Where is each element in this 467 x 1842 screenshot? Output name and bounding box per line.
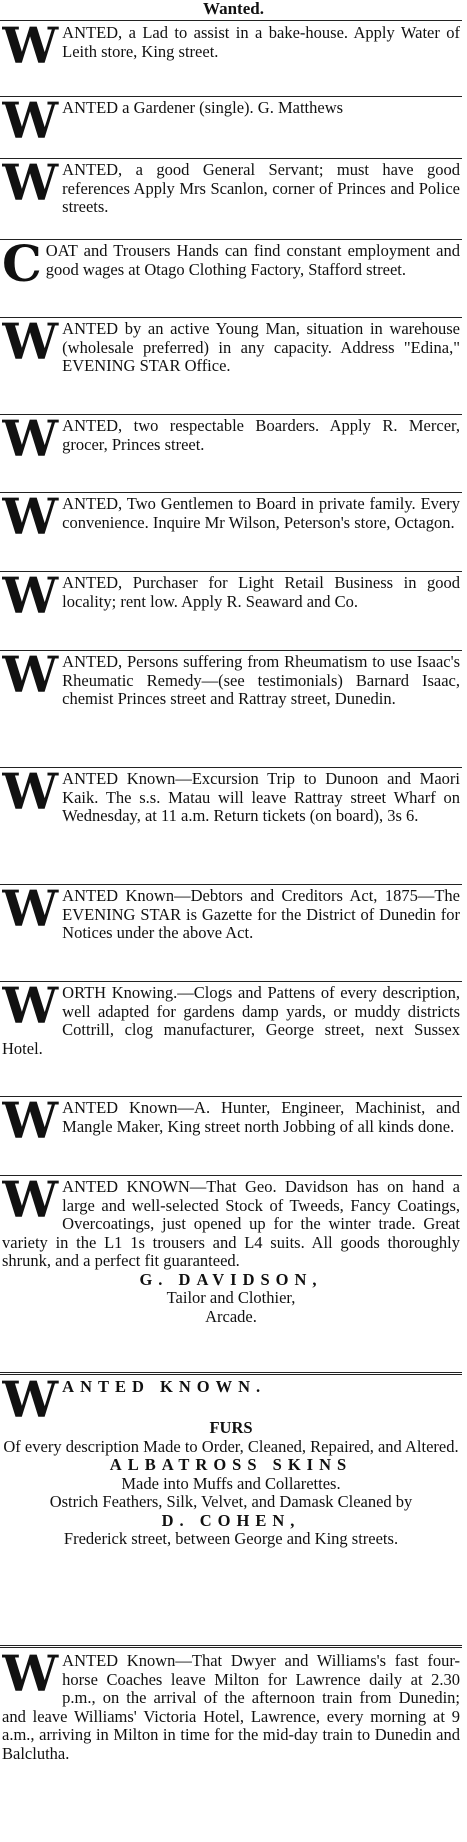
classified-ad-young-man-situation (2, 320, 460, 412)
divider (0, 1096, 462, 1097)
classified-ad-excursion-trip (2, 770, 460, 882)
classified-ad-debtors-creditors (2, 887, 460, 979)
ad-text: ANTED Known—That Dwyer and Williams's fast four-horse Coaches leave Milton for Lawrence daily at 2.30 p.m., on the arrival of the afternoon train from Dunedin; and leave Williams' Victoria Hotel, Lawrence, every morning at 9 a.m., arriving in Milton in time for the mid-day train to Dunedin and Balclutha. (2, 1652, 460, 1763)
divider (0, 20, 462, 21)
advertiser-address: Frederick street, between George and King streets. (63, 1529, 399, 1548)
divider (0, 650, 462, 651)
drop-cap: W (2, 417, 59, 468)
divider (0, 492, 462, 493)
drop-cap: W (2, 320, 59, 371)
drop-cap: W (2, 574, 59, 625)
divider (0, 571, 462, 572)
drop-cap: W (2, 99, 59, 150)
classified-ad-rheumatic-remedy (2, 653, 460, 765)
ad-text: ANTED, a good General Servant; must have good references Apply Mrs Scanlon, corner of Princes and Police streets. (62, 161, 460, 216)
divider (0, 158, 462, 159)
ad-text: ANTED, Persons suffering from Rheumatism to use Isaac's Rheumatic Remedy—(see testimonials) Barnard Isaac, chemist Princes street and Rattray street, Dunedin. (62, 653, 460, 708)
advertiser-title: Tailor and Clothier, (166, 1288, 296, 1307)
ad-text: ORTH Knowing.—Clogs and Pattens of every description, well adapted for gardens damp yards, or muddy districts Cottrill, clog manufacturer, George street, next Sussex Hotel. (2, 984, 460, 1058)
drop-cap: W (2, 887, 59, 938)
ad-text: ANTED, a Lad to assist in a bake-house. Apply Water of Leith store, King street. (62, 24, 460, 61)
ad-text: ANTED by an active Young Man, situation in warehouse (wholesale preferred) in any capacity. Address "Edina," EVENING STAR Office. (62, 320, 460, 375)
advertiser-name: G. DAVIDSON, (139, 1269, 323, 1289)
divider (0, 1372, 462, 1375)
ad-text: ANTED, Two Gentlemen to Board in private family. Every convenience. Inquire Mr Wilson, Peterson's store, Octagon. (62, 495, 460, 532)
ad-text: ANTED a Gardener (single). G. Matthews (62, 99, 344, 117)
drop-cap: W (2, 1652, 59, 1703)
drop-cap: W (2, 1378, 59, 1429)
drop-cap: C (2, 242, 42, 293)
classified-ad-clogs-pattens (2, 984, 460, 1094)
drop-cap: W (2, 1178, 59, 1229)
drop-cap: W (2, 653, 59, 704)
drop-cap: W (2, 24, 59, 75)
divider (0, 1645, 462, 1648)
drop-cap: W (2, 984, 59, 1035)
divider (0, 884, 462, 885)
advertiser-address: Arcade. (205, 1306, 257, 1326)
ad-text: ANTED Known—A. Hunter, Engineer, Machinist, and Mangle Maker, King street north Jobbing of all kinds done. (62, 1099, 460, 1136)
ad-subhead-furs: FURS (209, 1418, 253, 1437)
ad-text: OAT and Trousers Hands can find constant employment and good wages at Otago Clothing Factory, Stafford street. (45, 242, 460, 279)
classified-ad-retail-business (2, 574, 460, 648)
divider (0, 981, 462, 982)
classified-ad-gardener (2, 99, 460, 156)
classified-ad-general-servant (2, 161, 460, 237)
drop-cap: W (2, 495, 59, 546)
divider (0, 239, 462, 240)
section-heading: Wanted. (203, 0, 264, 18)
divider (0, 317, 462, 318)
divider (0, 1175, 462, 1176)
classified-ad-clothing-factory (2, 242, 460, 315)
ad-subhead-albatross: ALBATROSS SKINS (109, 1455, 353, 1474)
classified-ad-furs-cohen (2, 1378, 460, 1640)
divider (0, 414, 462, 415)
drop-cap: W (2, 161, 59, 212)
classified-ad-davidson-tailor (2, 1178, 460, 1368)
classified-ad-coaches (2, 1652, 460, 1840)
ad-headline: ANTED KNOWN. (62, 1378, 267, 1396)
divider (0, 767, 462, 768)
ad-text: ANTED Known—Excursion Trip to Dunoon and Maori Kaik. The s.s. Matau will leave Rattray street Wharf on Wednesday, at 11 a.m. Return tickets (on board), 3s 6. (62, 770, 460, 825)
ad-text: Made into Muffs and Collarettes. (121, 1473, 341, 1493)
drop-cap: W (2, 1099, 59, 1150)
divider (0, 96, 462, 97)
ad-text: ANTED KNOWN—That Geo. Davidson has on hand a large and well-selected Stock of Tweeds, Fancy Coatings, Overcoatings, just opened up for the winter trade. Great variety in the L1 1s trousers and L4 suits. All goods thoroughly shrunk, and a perfect fit guaranteed. (2, 1178, 460, 1270)
drop-cap: W (2, 770, 59, 821)
ad-text: Of every description Made to Order, Cleaned, Repaired, and Altered. (3, 1436, 459, 1456)
ad-text: ANTED Known—Debtors and Creditors Act, 1875—The EVENING STAR is Gazette for the District of Dunedin for Notices under the above Act. (62, 887, 460, 942)
classified-ad-bakehouse-lad (2, 24, 460, 94)
advertiser-name: D. COHEN, (161, 1510, 301, 1530)
ad-text: Ostrich Feathers, Silk, Velvet, and Damask Cleaned by (49, 1492, 413, 1511)
classified-ad-engineer-hunter (2, 1099, 460, 1173)
classified-ad-gentlemen-board (2, 495, 460, 569)
ad-text: ANTED, Purchaser for Light Retail Business in good locality; rent low. Apply R. Seaward and Co. (62, 574, 460, 611)
classified-ad-boarders (2, 417, 460, 490)
ad-text: ANTED, two respectable Boarders. Apply R. Mercer, grocer, Princes street. (62, 417, 460, 454)
